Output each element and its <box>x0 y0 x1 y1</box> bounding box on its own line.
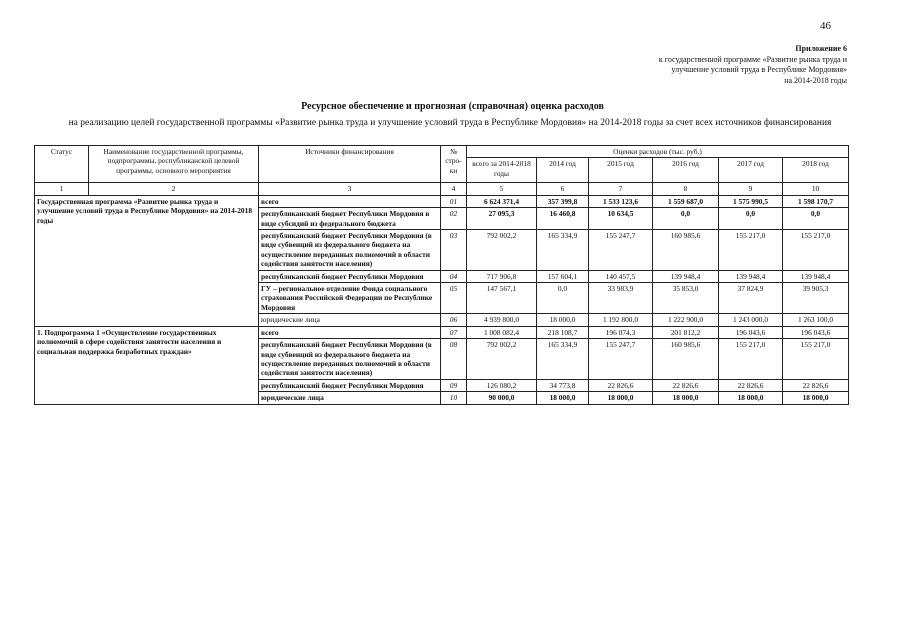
value-cell: 792 002,2 <box>467 230 537 271</box>
row-code: 10 <box>441 392 467 404</box>
source-cell: республиканский бюджет Республики Мордовия <box>259 270 441 282</box>
source-cell: республиканский бюджет Республики Мордовия (в виде субвенций из федерального бюджета на осуществление переданных полномочий в области содействия занятости населения) <box>259 230 441 271</box>
header-source: Источники финансирования <box>259 146 441 183</box>
source-cell: юридические лица <box>259 314 441 326</box>
value-cell: 1 598 170,7 <box>783 195 849 207</box>
value-cell: 139 948,4 <box>719 270 783 282</box>
header-status: Статус <box>35 146 89 183</box>
col-number: 2 <box>89 183 259 195</box>
value-cell: 18 000,0 <box>719 392 783 404</box>
value-cell: 22 826,6 <box>719 379 783 391</box>
header-year: 2014 год <box>537 158 589 183</box>
value-cell: 196 043,6 <box>719 326 783 338</box>
value-cell: 165 334,9 <box>537 230 589 271</box>
value-cell: 18 000,0 <box>783 392 849 404</box>
col-number: 1 <box>35 183 89 195</box>
header-rownum: № стро-ки <box>441 146 467 183</box>
value-cell: 18 000,0 <box>537 314 589 326</box>
value-cell: 139 948,4 <box>653 270 719 282</box>
value-cell: 33 983,9 <box>589 283 653 314</box>
col-number: 8 <box>653 183 719 195</box>
value-cell: 35 853,0 <box>653 283 719 314</box>
value-cell: 357 399,8 <box>537 195 589 207</box>
row-code: 07 <box>441 326 467 338</box>
value-cell: 160 985,6 <box>653 339 719 380</box>
program-label: Государственная программа «Развитие рынка труда и улучшение условий труда в Республике Мордовия» на 2014-2018 годы <box>35 195 259 326</box>
col-number: 9 <box>719 183 783 195</box>
value-cell: 1 192 800,0 <box>589 314 653 326</box>
value-cell: 196 043,6 <box>783 326 849 338</box>
value-cell: 160 985,6 <box>653 230 719 271</box>
value-cell: 27 095,3 <box>467 208 537 230</box>
expenses-table <box>34 145 849 405</box>
value-cell: 16 460,8 <box>537 208 589 230</box>
value-cell: 218 108,7 <box>537 326 589 338</box>
value-cell: 0,0 <box>719 208 783 230</box>
col-number: 5 <box>467 183 537 195</box>
row-code: 02 <box>441 208 467 230</box>
value-cell: 90 000,0 <box>467 392 537 404</box>
table-row <box>35 326 849 338</box>
value-cell: 18 000,0 <box>537 392 589 404</box>
value-cell: 0,0 <box>783 208 849 230</box>
value-cell: 155 217,0 <box>719 339 783 380</box>
header-name: Наименование государственной программы, подпрограммы, республиканской целевой программы, основного мероприятия <box>89 146 259 183</box>
value-cell: 1 243 000,0 <box>719 314 783 326</box>
source-cell: юридические лица <box>259 392 441 404</box>
appendix-line: на 2014-2018 годы <box>784 75 847 85</box>
page-number: 46 <box>820 20 831 32</box>
value-cell: 157 604,1 <box>537 270 589 282</box>
source-cell: ГУ – региональное отделение Фонда социального страхования Российской Федерации по Республике Мордовия <box>259 283 441 314</box>
value-cell: 196 074,3 <box>589 326 653 338</box>
value-cell: 147 567,1 <box>467 283 537 314</box>
source-cell: республиканский бюджет Республики Мордовия (в виде субвенций из федерального бюджета на осуществление переданных полномочий в области содействия занятости населения) <box>259 339 441 380</box>
document-subtitle: на реализацию целей государственной программы «Развитие рынка труда и улучшение условий труда в Республике Мордовия» на 2014-2018 годы за счет всех источников финансирования <box>68 118 832 128</box>
header-year: 2015 год <box>589 158 653 183</box>
value-cell: 22 826,6 <box>589 379 653 391</box>
value-cell: 1 008 082,4 <box>467 326 537 338</box>
table-row <box>35 195 849 207</box>
subprogram-label: 1. Подпрограмма 1 «Осуществление государственных полномочий в сфере содействия занятости населения и социальная поддержка безработных граждан» <box>35 326 259 404</box>
document-title: Ресурсное обеспечение и прогнозная (справочная) оценка расходов <box>301 101 604 112</box>
header-estimates: Оценки расходов (тыс. руб.) <box>467 146 849 158</box>
row-code: 05 <box>441 283 467 314</box>
header-year: 2017 год <box>719 158 783 183</box>
col-number: 7 <box>589 183 653 195</box>
value-cell: 139 948,4 <box>783 270 849 282</box>
value-cell: 22 826,6 <box>783 379 849 391</box>
row-code: 06 <box>441 314 467 326</box>
value-cell: 0,0 <box>653 208 719 230</box>
value-cell: 1 222 900,0 <box>653 314 719 326</box>
source-cell: всего <box>259 195 441 207</box>
value-cell: 18 000,0 <box>653 392 719 404</box>
col-number: 6 <box>537 183 589 195</box>
col-number: 10 <box>783 183 849 195</box>
value-cell: 37 824,9 <box>719 283 783 314</box>
value-cell: 140 457,5 <box>589 270 653 282</box>
row-code: 04 <box>441 270 467 282</box>
value-cell: 18 000,0 <box>589 392 653 404</box>
value-cell: 6 624 371,4 <box>467 195 537 207</box>
value-cell: 155 217,0 <box>783 230 849 271</box>
header-total: всего за 2014-2018 годы <box>467 158 537 183</box>
header-year: 2018 год <box>783 158 849 183</box>
col-number: 3 <box>259 183 441 195</box>
source-cell: республиканский бюджет Республики Мордовия в виде субсидий из федерального бюджета <box>259 208 441 230</box>
value-cell: 792 002,2 <box>467 339 537 380</box>
value-cell: 155 247,7 <box>589 230 653 271</box>
appendix-line: улучшение условий труда в Республике Мордовия» <box>671 65 847 74</box>
value-cell: 155 217,0 <box>783 339 849 380</box>
value-cell: 1 263 100,0 <box>783 314 849 326</box>
source-cell: республиканский бюджет Республики Мордовия <box>259 379 441 391</box>
value-cell: 155 217,0 <box>719 230 783 271</box>
row-code: 09 <box>441 379 467 391</box>
value-cell: 717 906,8 <box>467 270 537 282</box>
value-cell: 34 773,8 <box>537 379 589 391</box>
value-cell: 1 533 123,6 <box>589 195 653 207</box>
value-cell: 39 905,3 <box>783 283 849 314</box>
value-cell: 1 575 990,5 <box>719 195 783 207</box>
value-cell: 4 939 800,0 <box>467 314 537 326</box>
value-cell: 126 080,2 <box>467 379 537 391</box>
row-code: 03 <box>441 230 467 271</box>
value-cell: 201 812,2 <box>653 326 719 338</box>
value-cell: 165 334,9 <box>537 339 589 380</box>
row-code: 08 <box>441 339 467 380</box>
header-year: 2016 год <box>653 158 719 183</box>
source-cell: всего <box>259 326 441 338</box>
value-cell: 155 247,7 <box>589 339 653 380</box>
value-cell: 22 826,6 <box>653 379 719 391</box>
row-code: 01 <box>441 195 467 207</box>
appendix-label: Приложение 6 <box>795 44 847 53</box>
appendix-header <box>659 44 847 86</box>
col-number: 4 <box>441 183 467 195</box>
appendix-line: к государственной программе «Развитие рынка труда и <box>658 54 847 64</box>
value-cell: 0,0 <box>537 283 589 314</box>
value-cell: 1 559 687,0 <box>653 195 719 207</box>
value-cell: 10 634,5 <box>589 208 653 230</box>
